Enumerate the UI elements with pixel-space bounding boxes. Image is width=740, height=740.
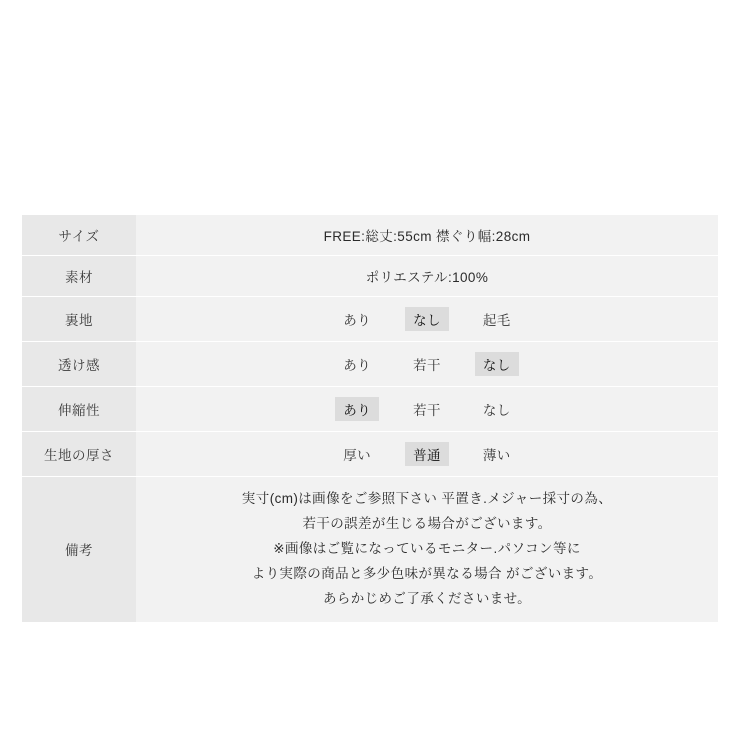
row-value-thickness (136, 432, 718, 477)
row-value-stretch (136, 387, 718, 432)
row-value-lining (136, 297, 718, 342)
row-label-sheerness: 透け感 (22, 342, 136, 387)
option-lining-2: 起毛 (482, 313, 511, 328)
row-value-note (136, 477, 718, 623)
option-group-lining (142, 307, 712, 331)
note-line-3: より実際の商品と多少色味が異なる場合 がございます。 (251, 565, 603, 581)
product-spec-table (22, 215, 718, 623)
row-label-size: サイズ (22, 215, 136, 256)
note-line-0: 実寸(cm)は画像をご参照下さい 平置き.メジャー採寸の為、 (241, 491, 613, 506)
spec-table-body (22, 215, 718, 622)
option-thickness-0: 厚い (343, 448, 372, 463)
table-row-thickness (22, 432, 718, 477)
option-lining-0: あり (343, 313, 372, 328)
product-spec-panel (22, 215, 718, 623)
option-stretch-2: なし (482, 403, 511, 418)
option-sheerness-2: なし (475, 352, 519, 376)
note-line-1: 若干の誤差が生じる場合がございます。 (302, 515, 552, 531)
table-row-size (22, 215, 718, 256)
row-label-lining: 裏地 (22, 297, 136, 342)
table-row-stretch (22, 387, 718, 432)
table-row-sheerness (22, 342, 718, 387)
table-row-note (22, 477, 718, 623)
option-stretch-1: 若干 (413, 403, 441, 418)
option-group-stretch (142, 397, 712, 421)
option-thickness-2: 薄い (482, 448, 511, 463)
option-lining-1: なし (405, 307, 449, 331)
option-group-sheerness (142, 352, 712, 376)
note-line-4: あらかじめご了承くださいませ。 (322, 590, 532, 606)
option-group-thickness (142, 442, 712, 466)
row-label-note: 備考 (22, 477, 136, 623)
option-stretch-0: あり (335, 397, 379, 421)
table-row-lining (22, 297, 718, 342)
row-label-material: 素材 (22, 256, 136, 297)
row-value-sheerness (136, 342, 718, 387)
row-label-stretch: 伸縮性 (22, 387, 136, 432)
table-row-material (22, 256, 718, 297)
row-value-size: FREE:総丈:55cm 襟ぐり幅:28cm (136, 215, 718, 256)
row-label-thickness: 生地の厚さ (22, 432, 136, 477)
option-sheerness-0: あり (343, 358, 372, 373)
option-thickness-1: 普通 (405, 442, 449, 466)
option-sheerness-1: 若干 (413, 358, 441, 373)
row-value-material: ポリエステル:100% (136, 256, 718, 297)
note-line-2: ※画像はご覧になっているモニター.パソコン等に (273, 540, 581, 556)
